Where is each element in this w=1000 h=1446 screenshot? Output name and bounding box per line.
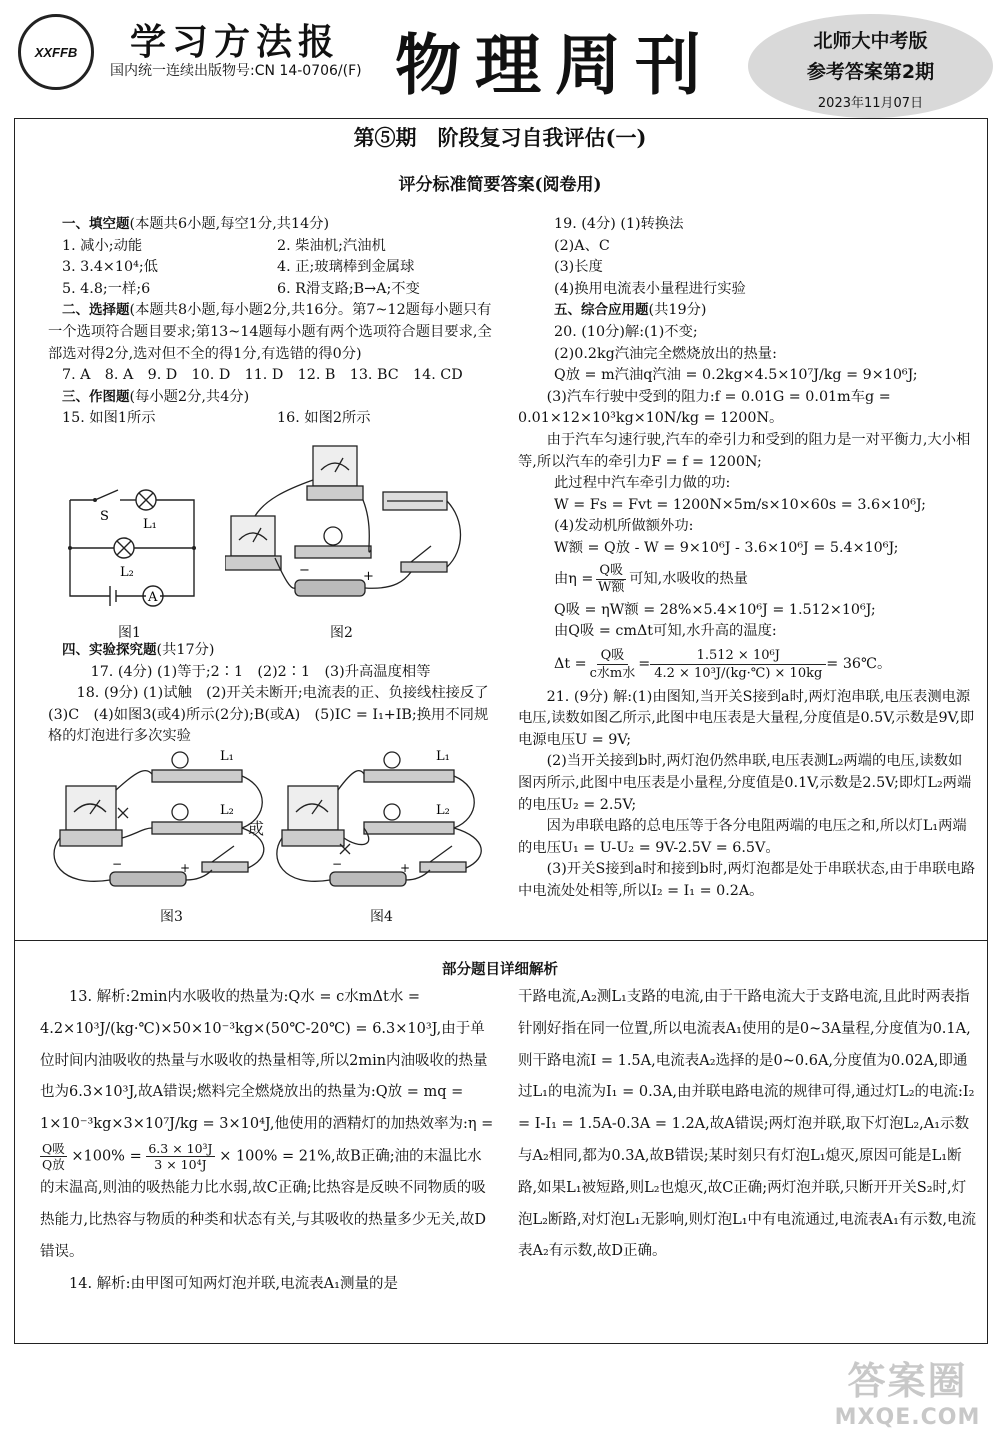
answer-20-3: Q放 = m汽油q汽油 = 0.2kg×4.5×10⁷J/kg = 9×10⁶J; (554, 367, 918, 384)
fig1-l1-label: L₁ (143, 517, 157, 532)
eta-prefix: 由η = (554, 570, 594, 587)
paper-name: 学习方法报 (130, 21, 341, 63)
analysis-14-continued: 干路电流,A₂测L₁支路的电流,由于干路电流大于支路电流,且此时两表指针刚好指在同一位置,所以电流表A₁使用的是0~3A量程,分度值为0.1A,则干路电流I = 1.5A,电流表A₂选择的是0~0.6A,分度值为0.02A,即通过L₁的电流为I₁ = 0.3A,由并联电路电流的规律可得,通过灯L₂的电流:I₂ = I-I₁ = 1.5A-0.3A = 1.2A,故A错误;两灯泡并联,取下灯泡L₂,A₁示数与A₂相同,都为0.3A,故B错误;某时刻只有灯泡L₁熄灭,原因可能是L₁断路,如果L₁被短路,则L₂也熄灭,故C正确;两灯泡并联,只断开开关S₂时,灯泡L₂断路,对灯泡L₁无影响,则灯泡L₁中有电流通过,电流表A₁有示数,电流表A₂有示数,故D正确。 (518, 989, 977, 1260)
figure-2-caption: 图2 (330, 625, 353, 641)
answer-21-3: 因为串联电路的总电压等于各分电阻两端的电压之和,所以灯L₁两端的电压U₁ = U-U₂ = 9V-2.5V = 6.5V。 (518, 818, 967, 856)
analysis-13-part2: × 100% = 21%,故B正确;油的末温比水的末温高,则油的吸热能力比水弱,故C正确;比热容是反映不同物质的吸热能力,比热容与物质的种类和状态有关,与其吸收的热量多少无关,故D错误。 (40, 1148, 486, 1260)
section-3-note: (每小题2分,共4分) (129, 388, 250, 405)
fig4-plus-sign: + (400, 861, 411, 875)
analysis-14-start: 14. 解析:由甲图可知两灯泡并联,电流表A₁测量的是 (69, 1275, 398, 1292)
section-2-head: 二、选择题 (62, 302, 130, 319)
equals-sign: = (638, 655, 651, 672)
frac2-numerator: 6.3 × 10³J (148, 1140, 213, 1156)
frac1-numerator: Q吸 (42, 1140, 65, 1156)
cn-number: 国内统一连续出版物号:CN 14-0706/(F) (110, 63, 362, 79)
fig1-a-label: A (148, 590, 158, 605)
dt-denominator-1: c水m水 (589, 666, 636, 682)
edition-badge (748, 14, 993, 118)
dt-fraction-1 (590, 647, 636, 682)
answer-issue-label: 参考答案第2期 (806, 61, 935, 83)
answer-20-12: 由Q吸 = cmΔt可知,水升高的温度: (554, 623, 777, 640)
answer-20-10 (554, 560, 976, 600)
issue-date: 2023年11月07日 (817, 96, 924, 111)
section-1-note: (本题共6小题,每空1分,共14分) (129, 216, 330, 232)
fig4-l2-label: L₂ (436, 803, 450, 818)
eta-numerator: Q吸 (596, 563, 626, 580)
section-4-note: (共17分) (156, 642, 215, 658)
answer-20-2: (2)0.2kg汽油完全燃烧放出的热量: (554, 345, 777, 362)
answer-20-5: 由于汽车匀速行驶,汽车的牵引力和受到的阻力是一对平衡力,大小相等,所以汽车的牵引力F = f = 1200N; (518, 431, 971, 470)
figure-1-circuit (60, 480, 210, 610)
figure-1-caption: 图1 (118, 625, 141, 641)
figure-2-apparatus (225, 440, 475, 610)
answer-20-11: Q吸 = ηW额 = 28%×5.4×10⁶J = 1.512×10⁶J; (554, 601, 876, 618)
section-divider (14, 940, 988, 941)
dt-denominator-2: 4.2 × 10³J/(kg·℃) × 10kg (654, 666, 823, 682)
fig4-l1-label: L₁ (436, 749, 450, 764)
paper-logo: XXFFB (18, 14, 94, 90)
answer-19-3: (3)长度 (554, 259, 603, 276)
s1-row (62, 236, 498, 258)
choice-answers: 7. A 8. A 9. D 10. D 11. D 12. B 13. BC 14. CD (62, 367, 463, 384)
answer-17: 17. (4分) (1)等于;2∶1 (2)2∶1 (3)升高温度相等 (90, 663, 431, 680)
figure-4-apparatus (268, 748, 498, 898)
answer-title: 评分标准简要答案(阅卷用) (398, 175, 602, 195)
frac1-denominator: Q放 (42, 1156, 65, 1172)
left-column (48, 214, 498, 430)
answer-18: 18. (9分) (1)试触 (2)开关未断开;电流表的正、负接线柱接反了 (3)C (4)如图3(或4)所示(2分);B(或A) (5)IC = I₁+IB;换用不同规格的灯泡进行多次实验 (48, 685, 503, 745)
analysis-13-part1: 13. 解析:2min内水吸收的热量为:Q水 = c水mΔt水 = 4.2×10³J/(kg·℃)×50×10⁻³kg×(50℃-20℃) = 6.3×10³J,由于单位时间内油吸收的热量与水吸收的热量相等,所以2min内油吸收的热量也为6.3×10³J,故A错误;燃料完全燃烧放出的热量为:Q放 = mq = 1×10⁻³kg×3×10⁷J/kg = 3×10⁴J,他使用的酒精灯的加热效率为:η = (40, 989, 494, 1133)
watermark (820, 1350, 995, 1440)
answer-5: 5. 4.8;一样;6 (62, 280, 151, 297)
answer-21-4: (3)开关S接到a时和接到b时,两灯泡都是处于串联状态,由于串联电路中电流处处相等,所以I₂ = I₁ = 0.2A。 (518, 861, 976, 900)
answer-20-4: (3)汽车行驶中受到的阻力:f = 0.01G = 0.01m车g = 0.01×12×10³kg×10N/kg = 1200N。 (518, 388, 891, 427)
answer-19-4: (4)换用电流表小量程进行实验 (554, 280, 746, 297)
answer-20-1: 20. (10分)解:(1)不变; (554, 323, 698, 340)
answer-19-2: (2)A、C (554, 237, 610, 254)
answer-2: 2. 柴油机;汽油机 (277, 237, 386, 254)
weekly-title: 物理周刊 (395, 27, 715, 104)
watermark-url: MXQE.COM (834, 1405, 981, 1430)
analysis-13-mid: ×100% = (71, 1148, 142, 1165)
answer-20-9: W额 = Q放 - W = 9×10⁶J - 3.6×10⁶J = 5.4×10⁶J; (554, 539, 899, 556)
answer-21-2: (2)当开关接到b时,两灯泡仍然串联,电压表测L₂两端的电压,读数如图丙所示,此图中电压表是小量程,分度值是0.1V,示数是2.5V;即灯L₂两端的电压U₂ = 2.5V; (518, 753, 972, 813)
watermark-text: 答案圈 (847, 1359, 968, 1403)
figure-3-apparatus (40, 748, 280, 898)
left-column-lower (48, 640, 503, 748)
dt-result: = 36℃。 (826, 655, 892, 672)
eta-fraction (596, 563, 626, 596)
s1-row (62, 279, 498, 301)
analysis-13 (40, 982, 495, 1269)
section-2-note: (本题共8小题,每小题2分,共16分。第7~12题每小题只有一个选项符合题目要求;第13~14题每小题有两个选项符合题目要求,全部选对得2分,选对但不全的得1分,有选错的得0分) (48, 302, 492, 362)
fig3-l1-label: L₁ (220, 749, 234, 764)
answer-15: 15. 如图1所示 (62, 410, 156, 427)
section-1-head: 一、填空题 (62, 216, 130, 232)
edition-label: 北师大中考版 (813, 30, 928, 52)
dt-fraction-2 (654, 647, 822, 682)
issue-title: 第⑤期 阶段复习自我评估(一) (353, 125, 647, 150)
answer-20-6: 此过程中汽车牵引力做的功: (554, 475, 731, 492)
eta-suffix: 可知,水吸收的热量 (629, 570, 748, 587)
dt-numerator-2: 1.512 × 10⁶J (650, 647, 826, 665)
answer-6: 6. R滑支路;B→A;不变 (277, 280, 420, 297)
fig2-plus-sign: + (363, 569, 374, 584)
dt-prefix: Δt = (554, 655, 587, 672)
or-label: 或 (248, 819, 265, 838)
answer-21-1: 21. (9分) 解:(1)由图知,当开关S接到a时,两灯泡串联,电压表测电源电压,读数如图乙所示,此图中电压表是大量程,分度值是0.5V,示数是9V,即电源电压U = 9V; (518, 688, 975, 748)
answer-20-13 (554, 643, 976, 687)
answer-16: 16. 如图2所示 (277, 410, 371, 427)
answer-3: 3. 3.4×10⁴;低 (62, 259, 158, 276)
efficiency-fraction-2 (146, 1141, 214, 1172)
answer-1: 1. 减小;动能 (62, 237, 143, 254)
detail-left-column (40, 982, 495, 1300)
section-5-head: 五、综合应用题 (554, 302, 649, 319)
figure-4-caption: 图4 (370, 909, 393, 925)
right-column (518, 214, 976, 903)
s3-row (62, 408, 498, 430)
answer-19: 19. (4分) (1)转换法 (554, 216, 684, 232)
answer-20-8: (4)发动机所做额外功: (554, 518, 694, 535)
figure-3-caption: 图3 (160, 909, 183, 925)
fig1-l2-label: L₂ (120, 565, 134, 580)
detail-right-column (518, 982, 978, 1268)
fig1-s-label: S (100, 509, 109, 524)
fig4-minus-sign: − (332, 857, 343, 871)
fig2-minus-sign: − (299, 563, 310, 578)
eta-denominator: W额 (598, 580, 625, 595)
detail-section-title: 部分题目详细解析 (442, 962, 558, 978)
dt-numerator-1: Q吸 (597, 647, 629, 665)
answer-4: 4. 正;玻璃棒到金属球 (277, 259, 415, 276)
section-5-note: (共19分) (648, 302, 707, 319)
fig3-minus-sign: − (112, 857, 123, 871)
section-3-head: 三、作图题 (62, 388, 130, 405)
answer-20-7: W = Fs = Fvt = 1200N×5m/s×10×60s = 3.6×10⁶J; (554, 496, 926, 513)
section-4-head: 四、实验探究题 (62, 642, 157, 658)
fig3-l2-label: L₂ (220, 803, 234, 818)
s1-row (62, 257, 498, 279)
frac2-denominator: 3 × 10⁴J (154, 1156, 207, 1172)
fig3-plus-sign: + (180, 861, 191, 875)
efficiency-fraction-1 (40, 1141, 67, 1172)
